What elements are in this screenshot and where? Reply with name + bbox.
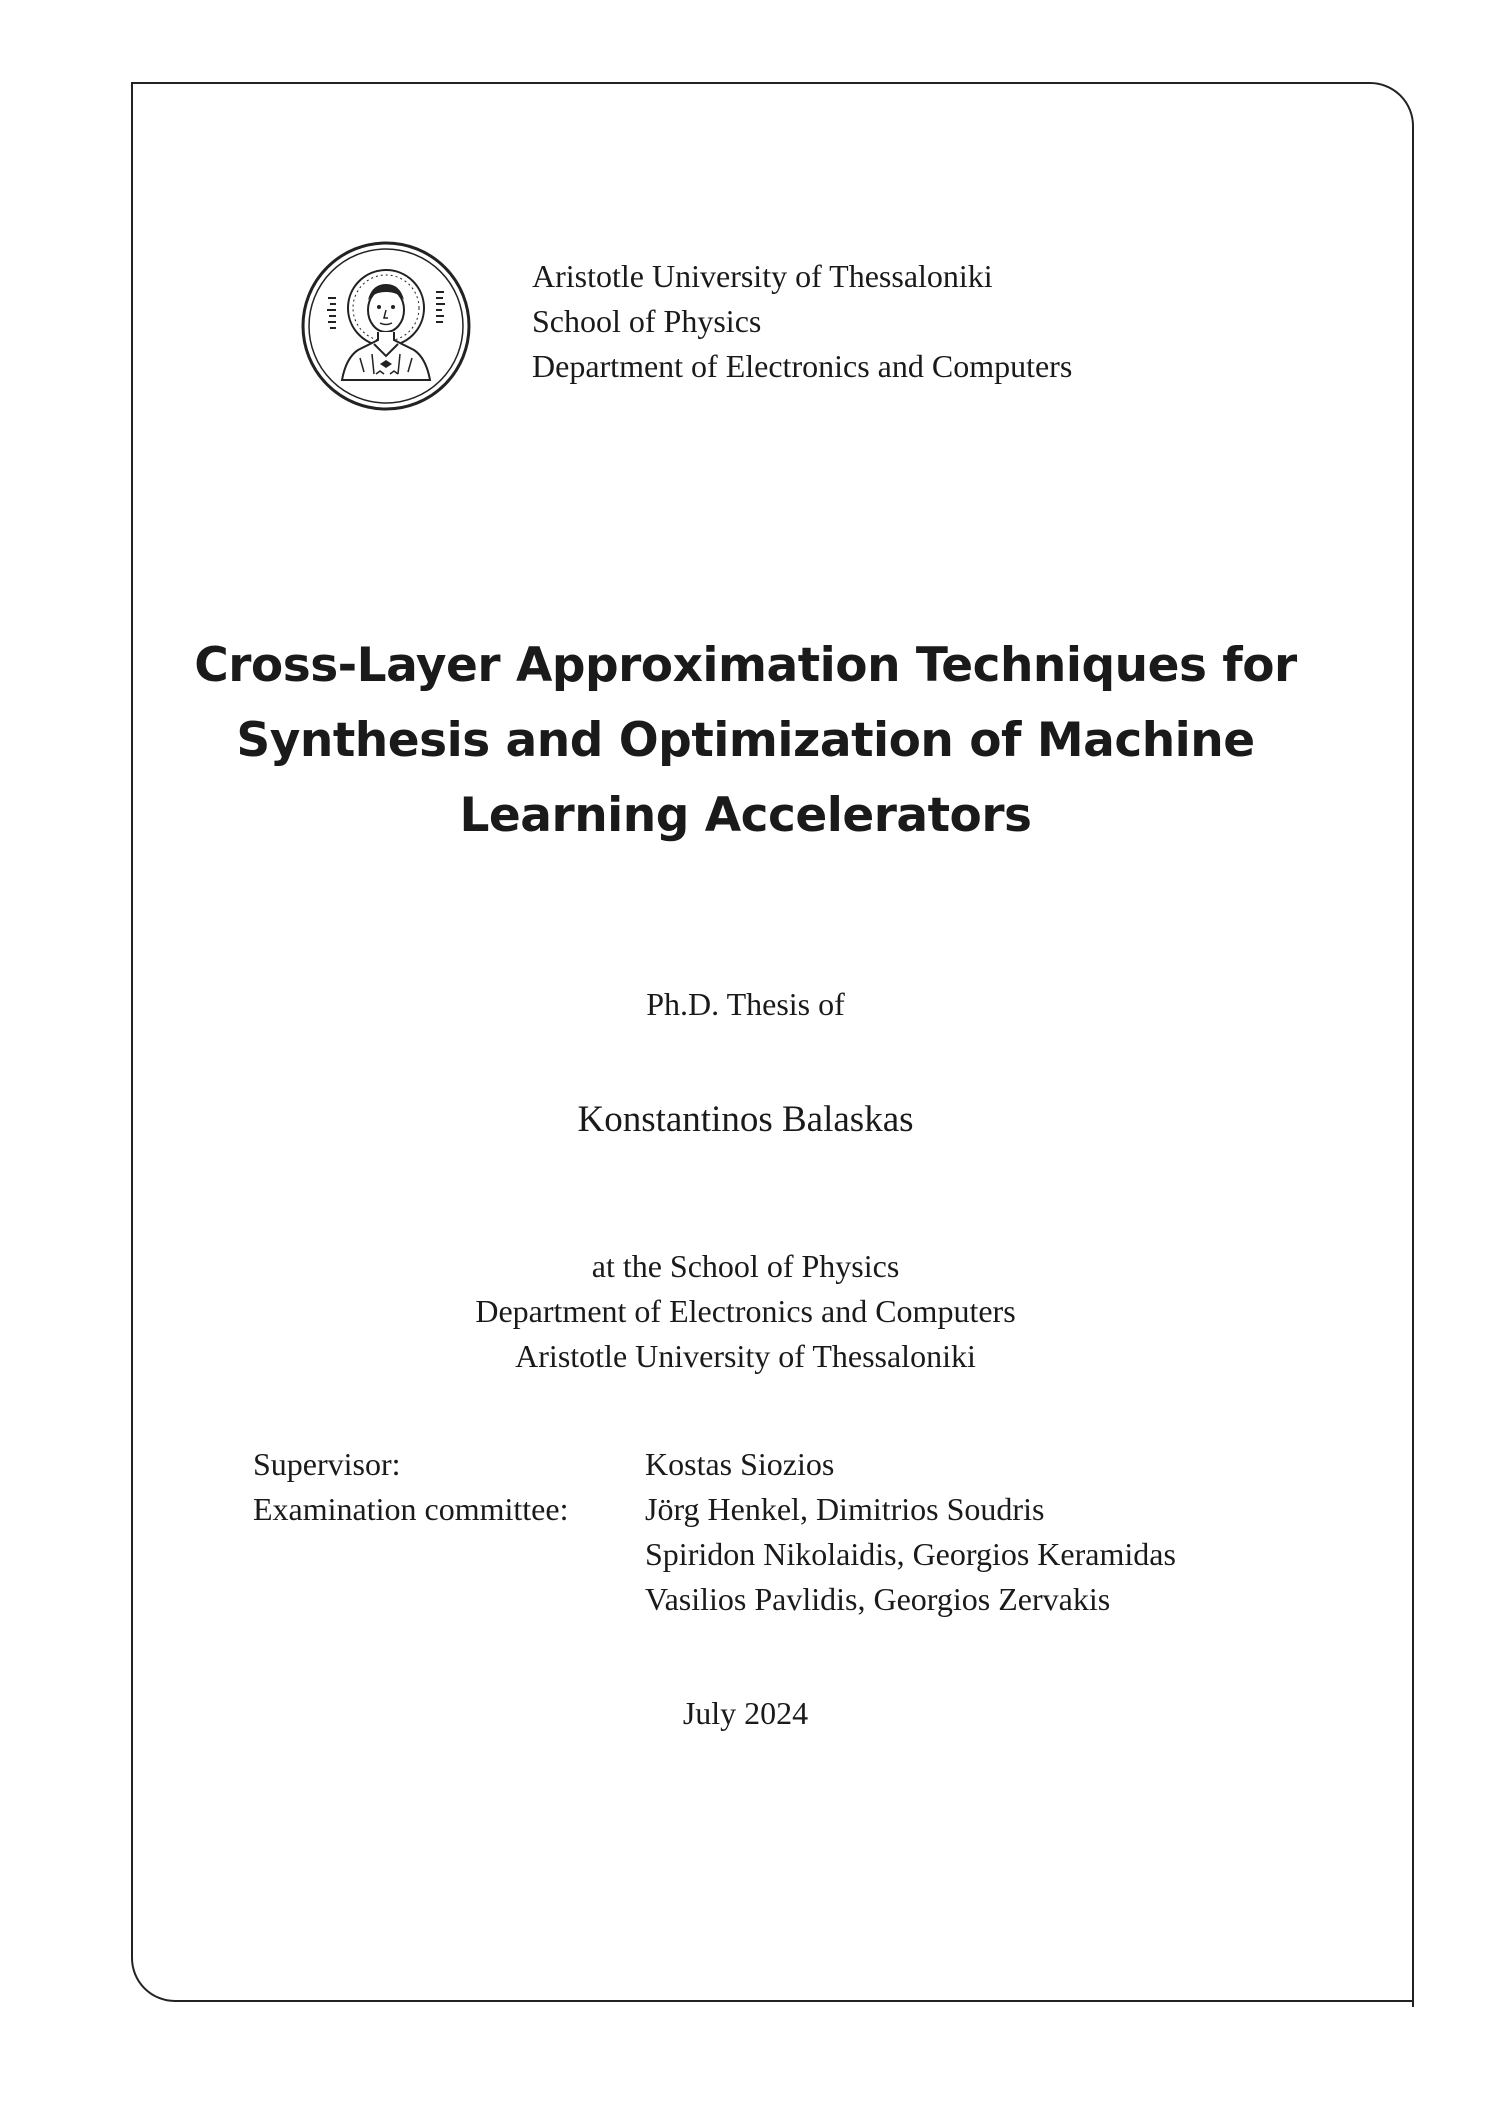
committee-row xyxy=(253,1487,1176,1532)
university-seal-icon xyxy=(300,240,472,412)
examination-committee-label: Examination committee: xyxy=(253,1491,569,1527)
affiliation-line: Aristotle University of Thessaloniki xyxy=(515,1338,976,1374)
affiliation-line: Department of Electronics and Computers xyxy=(475,1293,1016,1329)
author-name: Konstantinos Balaskas xyxy=(577,1099,914,1140)
committee-members: Vasilios Pavlidis, Georgios Zervakis xyxy=(645,1581,1111,1617)
university-name: Aristotle University of Thessaloniki xyxy=(532,258,993,294)
committee-members: Jörg Henkel, Dimitrios Soudris xyxy=(645,1491,1045,1527)
department-name: Department of Electronics and Computers xyxy=(532,348,1073,384)
supervisor-label: Supervisor: xyxy=(253,1446,401,1482)
committee-block xyxy=(253,1442,1176,1622)
institution-header xyxy=(300,240,1200,410)
school-name: School of Physics xyxy=(532,303,762,339)
title-line: Cross-Layer Approximation Techniques for xyxy=(194,638,1297,693)
title-line: Learning Accelerators xyxy=(459,788,1032,843)
supervisor-name: Kostas Siozios xyxy=(645,1446,835,1482)
committee-members: Spiridon Nikolaidis, Georgios Keramidas xyxy=(645,1536,1176,1572)
affiliation-block xyxy=(131,1244,1360,1379)
thesis-date: July 2024 xyxy=(682,1695,809,1731)
supervisor-row xyxy=(253,1442,1176,1487)
affiliation-line: at the School of Physics xyxy=(591,1248,900,1284)
committee-row xyxy=(253,1577,1176,1622)
title-line: Synthesis and Optimization of Machine xyxy=(236,713,1255,768)
thesis-of-label: Ph.D. Thesis of xyxy=(646,986,845,1022)
thesis-title xyxy=(131,628,1360,853)
committee-row xyxy=(253,1532,1176,1577)
frame-corner-mark xyxy=(1412,1995,1414,2007)
institution-lines xyxy=(532,254,1072,389)
